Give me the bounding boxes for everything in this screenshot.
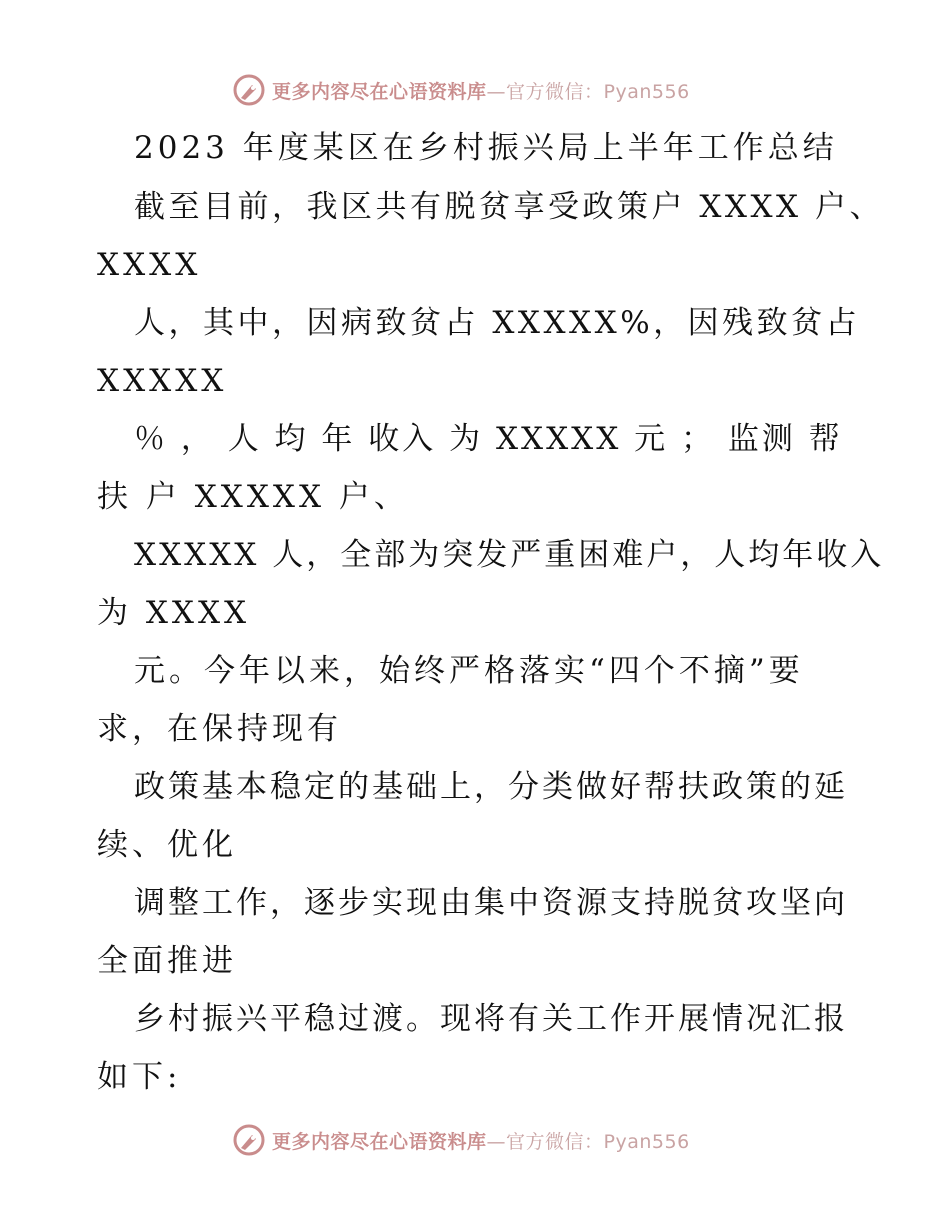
pen-nib-logo-icon [232,73,266,107]
pen-nib-logo-icon [232,1123,266,1157]
body-line: XXXXX 人，全部为突发严重困难户，人均年收入 [134,537,885,573]
watermark-brand: 更多内容尽在心语资料库 [272,1130,487,1153]
body-line: 扶 户 XXXXX 户、 [97,479,409,515]
watermark-header [232,70,690,110]
document-title: 2023 年度某区在乡村振兴局上半年工作总结 [134,130,838,166]
watermark-footer [232,1120,690,1160]
body-line: 政策基本稳定的基础上，分类做好帮扶政策的延 [134,769,848,805]
body-line: XXXX [97,247,202,283]
body-line: 全面推进 [97,943,237,979]
body-line: XXXXX [97,363,228,399]
body-line: ％ ， 人 均 年 收入 为 XXXXX 元 ； 监测 帮 [134,421,843,457]
body-line: 续、优化 [97,827,237,863]
watermark-contact: —官方微信：Pyan556 [486,1130,690,1153]
body-line: 人，其中，因病致贫占 XXXXX%，因残致贫占 [134,305,861,341]
watermark-text [272,1127,690,1154]
body-line: 元。今年以来，始终严格落实“四个不摘”要 [134,653,804,689]
body-line: 截至目前，我区共有脱贫享受政策户 XXXX 户、 [134,189,884,225]
body-line: 调整工作，逐步实现由集中资源支持脱贫攻坚向 [134,885,848,921]
body-line: 乡村振兴平稳过渡。现将有关工作开展情况汇报 [134,1001,848,1037]
watermark-brand: 更多内容尽在心语资料库 [272,80,487,103]
body-line: 求，在保持现有 [97,711,342,747]
body-line: 如下: [97,1059,182,1095]
watermark-text [272,77,690,104]
body-line: 为 XXXX [97,595,251,631]
watermark-contact: —官方微信：Pyan556 [486,80,690,103]
